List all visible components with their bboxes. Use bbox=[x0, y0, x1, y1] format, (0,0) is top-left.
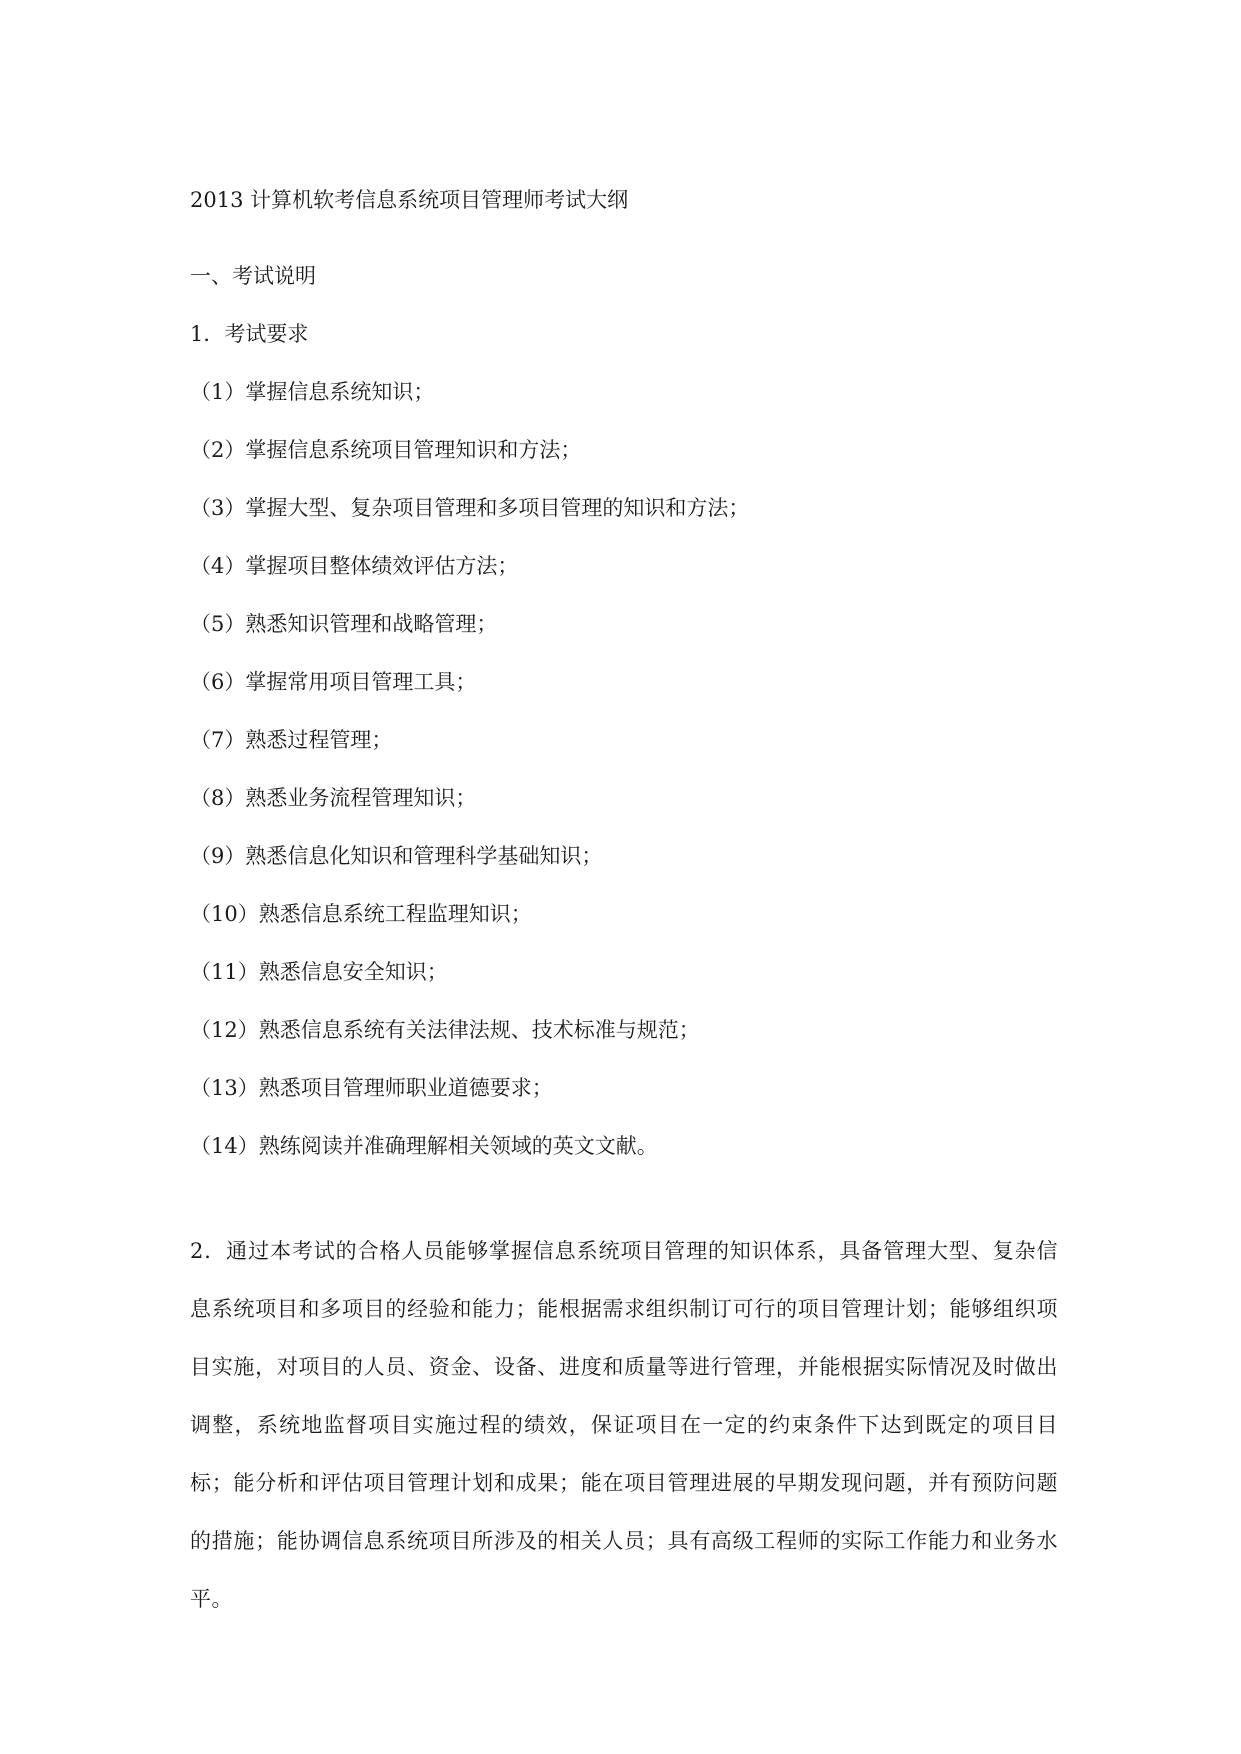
requirement-item: （3）掌握大型、复杂项目管理和多项目管理的知识和方法； bbox=[190, 496, 750, 520]
requirement-item: （8）熟悉业务流程管理知识； bbox=[190, 786, 477, 810]
requirement-item: （1）掌握信息系统知识； bbox=[190, 380, 435, 404]
requirement-item: （9）熟悉信息化知识和管理科学基础知识； bbox=[190, 844, 603, 868]
requirement-item: （11）熟悉信息安全知识； bbox=[190, 960, 448, 984]
requirement-item: （10）熟悉信息系统工程监理知识； bbox=[190, 902, 532, 926]
section-heading: 一、考试说明 bbox=[190, 264, 316, 288]
requirement-item: （7）熟悉过程管理； bbox=[190, 728, 393, 752]
qualification-paragraph: 2．通过本考试的合格人员能够掌握信息系统项目管理的知识体系，具备管理大型、复杂信息系统项目和多项目的经验和能力；能根据需求组织制订可行的项目管理计划；能够组织项目实施，对项目的人员、资金、设备、进度和质量等进行管理，并能根据实际情况及时做出调整，系统地监督项目实施过程的绩效，保证项目在一定的约束条件下达到既定的项目目标；能分析和评估项目管理计划和成果；能在项目管理进展的早期发现问题，并有预防问题的措施；能协调信息系统项目所涉及的相关人员；具有高级工程师的实际工作能力和业务水平。 bbox=[190, 1239, 1058, 1611]
requirement-item: （2）掌握信息系统项目管理知识和方法； bbox=[190, 438, 582, 462]
subsection-heading: 1．考试要求 bbox=[190, 322, 309, 346]
document-title: 2013 计算机软考信息系统项目管理师考试大纲 bbox=[190, 188, 629, 212]
requirement-item: （4）掌握项目整体绩效评估方法； bbox=[190, 554, 519, 578]
requirement-item: （14）熟练阅读并准确理解相关领域的英文文献。 bbox=[190, 1134, 658, 1158]
requirement-item: （5）熟悉知识管理和战略管理； bbox=[190, 612, 498, 636]
requirement-item: （13）熟悉项目管理师职业道德要求； bbox=[190, 1076, 553, 1100]
requirement-item: （12）熟悉信息系统有关法律法规、技术标准与规范； bbox=[190, 1018, 700, 1042]
requirement-item: （6）掌握常用项目管理工具； bbox=[190, 670, 477, 694]
